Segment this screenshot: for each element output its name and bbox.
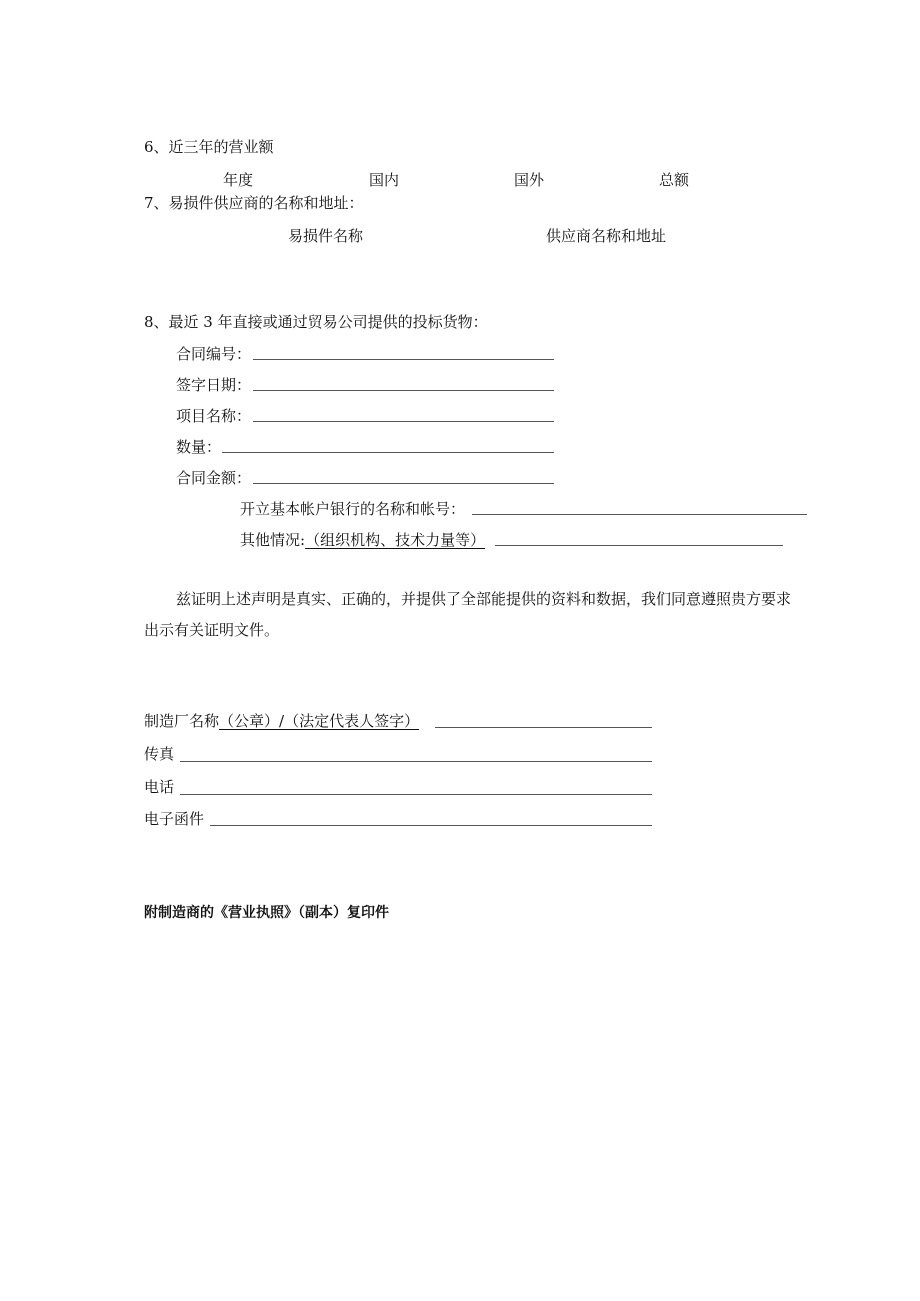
bank-account-label: 开立基本帐户银行的名称和帐号： <box>240 500 466 518</box>
section-7-heading: 7、易损件供应商的名称和地址： <box>144 194 364 212</box>
quantity-line[interactable] <box>222 452 554 453</box>
column-total: 总额 <box>659 171 690 189</box>
phone-line[interactable] <box>180 794 652 795</box>
column-foreign: 国外 <box>514 171 545 189</box>
sign-date-line[interactable] <box>253 390 554 391</box>
fax-label: 传真 <box>144 745 175 763</box>
manufacturer-row <box>144 711 419 731</box>
contract-no-label: 合同编号： <box>176 345 252 363</box>
bank-account-line[interactable] <box>472 514 807 515</box>
quantity-label: 数量： <box>176 438 222 456</box>
other-info-row <box>240 530 485 550</box>
attachment-note: 附制造商的《营业执照》（副本）复印件 <box>144 905 389 921</box>
project-name-line[interactable] <box>253 421 554 422</box>
manufacturer-label: 制造厂名称 <box>144 712 220 730</box>
sign-date-label: 签字日期： <box>176 376 252 394</box>
declaration-line-1: 兹证明上述声明是真实、正确的，并提供了全部能提供的资料和数据，我们同意遵照贵方要求 <box>176 590 792 608</box>
project-name-label: 项目名称： <box>176 407 252 425</box>
column-year: 年度 <box>223 171 254 189</box>
column-domestic: 国内 <box>369 171 400 189</box>
section-6-heading: 6、近三年的营业额 <box>144 138 274 156</box>
email-label: 电子函件 <box>144 810 205 828</box>
other-info-label: 其他情况: <box>240 531 306 549</box>
other-info-hint: （组织机构、技术力量等） <box>305 531 486 549</box>
column-spare-part-name: 易损件名称 <box>288 227 364 245</box>
column-supplier-name-address: 供应商名称和地址 <box>546 227 667 245</box>
section-8-heading: 8、最近 3 年直接或通过贸易公司提供的投标货物： <box>144 313 488 331</box>
contract-amount-line[interactable] <box>253 483 554 484</box>
declaration-line-2: 出示有关证明文件。 <box>144 621 280 639</box>
phone-label: 电话 <box>144 778 175 796</box>
fax-line[interactable] <box>180 761 652 762</box>
manufacturer-seal-hint: （公章）/（法定代表人签字） <box>219 712 420 730</box>
other-info-line[interactable] <box>495 545 783 546</box>
email-line[interactable] <box>210 825 652 826</box>
contract-no-line[interactable] <box>253 359 554 360</box>
contract-amount-label: 合同金额： <box>176 469 252 487</box>
manufacturer-line[interactable] <box>435 727 652 728</box>
